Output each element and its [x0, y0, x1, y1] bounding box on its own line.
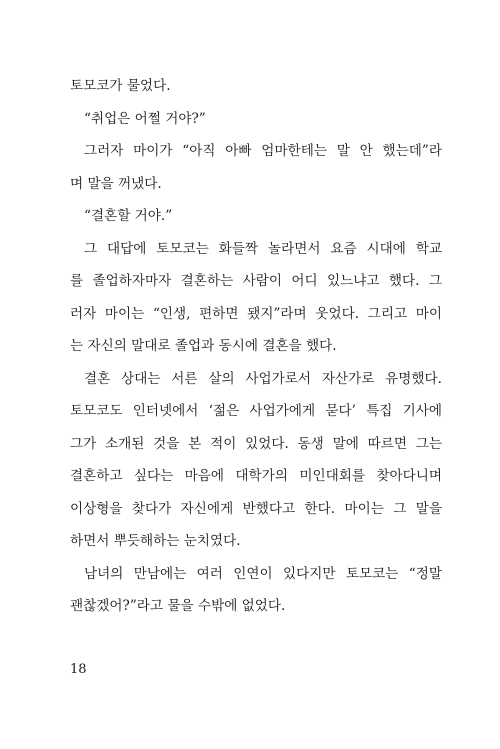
- text-line: “결혼할 거야.”: [84, 208, 173, 224]
- text-line: 토모코가 물었다.: [70, 78, 171, 94]
- text-line: 를 졸업하자마자 결혼하는 사람이 어디 있느냐고 했다. 그: [70, 273, 442, 289]
- text-line: 그러자 마이가 “아직 아빠 엄마한테는 말 안 했는데”라: [84, 143, 442, 159]
- text-line: 는 자신의 말대로 졸업과 동시에 결혼을 했다.: [70, 338, 337, 354]
- page-number: 18: [70, 662, 87, 677]
- text-line: 토모코도 인터넷에서 ‘젊은 사업가에게 묻다’ 특집 기사에: [70, 403, 442, 419]
- body-text: [70, 70, 442, 623]
- text-line: “취업은 어쩔 거야?”: [84, 110, 206, 127]
- text-line: 남녀의 만남에는 여러 인연이 있다지만 토모코는 “정말: [84, 565, 442, 582]
- text-line: 하면서 뿌듯해하는 눈치였다.: [70, 533, 241, 549]
- text-line: 괜찮겠어?”라고 물을 수밖에 없었다.: [70, 598, 286, 614]
- text-line: 이상형을 찾다가 자신에게 반했다고 한다. 마이는 그 말을: [70, 500, 442, 517]
- text-line: 러자 마이는 “인생, 편하면 됐지”라며 웃었다. 그리고 마이: [70, 305, 442, 322]
- text-line: 결혼 상대는 서른 살의 사업가로서 자산가로 유명했다.: [84, 370, 442, 387]
- text-line: 그 대답에 토모코는 화들짝 놀라면서 요즘 시대에 학교: [84, 240, 442, 257]
- text-line: 며 말을 꺼냈다.: [70, 175, 162, 192]
- text-line: 결혼하고 싶다는 마음에 대학가의 미인대회를 찾아다니며: [70, 468, 442, 484]
- text-line: 그가 소개된 것을 본 적이 있었다. 동생 말에 따르면 그는: [70, 435, 442, 452]
